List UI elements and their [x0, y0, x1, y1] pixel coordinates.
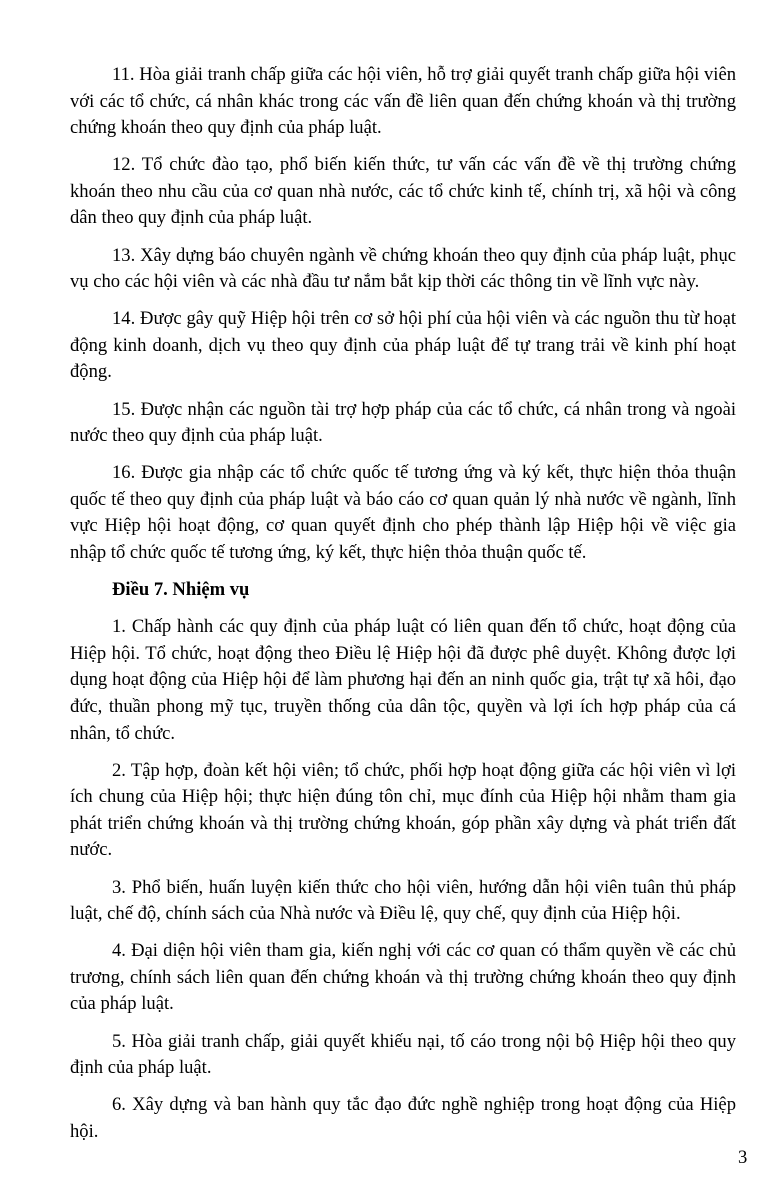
paragraph-item-16: 16. Được gia nhập các tổ chức quốc tế tương ứng và ký kết, thực hiện thỏa thuận quốc tế theo quy định của pháp luật và báo cáo cơ quan quản lý nhà nước về ngành, lĩnh vực Hiệp hội hoạt động, cơ quan quyết định cho phép thành lập Hiệp hội về việc gia nhập tổ chức quốc tế tương ứng, ký kết, thực hiện thỏa thuận quốc tế. — [70, 462, 736, 563]
section-heading-article-7: Điều 7. Nhiệm vụ — [112, 579, 250, 601]
duty-item-1: 1. Chấp hành các quy định của pháp luật có liên quan đến tổ chức, hoạt động của Hiệp hội. Tổ chức, hoạt động theo Điều lệ Hiệp hội đã được phê duyệt. Không được lợi dụng hoạt động của Hiệp hội để làm phương hại đến an ninh quốc gia, trật tự xã hôi, đạo đức, thuần phong mỹ tục, truyền thống của dân tộc, quyền và lợi ích hợp pháp của cá nhân, tổ chức. — [70, 616, 736, 744]
paragraph-item-15: 15. Được nhận các nguồn tài trợ hợp pháp của các tổ chức, cá nhân trong và ngoài nước theo quy định của pháp luật. — [70, 398, 736, 447]
paragraph-item-14: 14. Được gây quỹ Hiệp hội trên cơ sở hội phí của hội viên và các nguồn thu từ hoạt động kinh doanh, dịch vụ theo quy định của pháp luật để tự trang trải về kinh phí hoạt động. — [70, 308, 736, 383]
paragraph-item-12: 12. Tổ chức đào tạo, phổ biến kiến thức, tư vấn các vấn đề về thị trường chứng khoán theo nhu cầu của cơ quan nhà nước, các tổ chức kinh tế, chính trị, xã hội và công dân theo quy định của pháp luật. — [70, 154, 736, 229]
duty-item-4: 4. Đại diện hội viên tham gia, kiến nghị với các cơ quan có thẩm quyền về các chủ trương, chính sách liên quan đến chứng khoán và thị trường chứng khoán theo quy định của pháp luật. — [70, 940, 736, 1015]
document-body — [70, 62, 736, 1156]
duty-item-6: 6. Xây dựng và ban hành quy tắc đạo đức nghề nghiệp trong hoạt động của Hiệp hội. — [70, 1094, 736, 1142]
paragraph-item-11: 11. Hòa giải tranh chấp giữa các hội viên, hỗ trợ giải quyết tranh chấp giữa hội viên với các tổ chức, cá nhân khác trong các vấn đề liên quan đến chứng khoán và thị trường chứng khoán theo quy định của pháp luật. — [70, 64, 736, 139]
duty-item-5: 5. Hòa giải tranh chấp, giải quyết khiếu nại, tố cáo trong nội bộ Hiệp hội theo quy định của pháp luật. — [70, 1030, 736, 1079]
duty-item-3: 3. Phổ biến, huấn luyện kiến thức cho hội viên, hướng dẫn hội viên tuân thủ pháp luật, chế độ, chính sách của Nhà nước và Điều lệ, quy chế, quy định của Hiệp hội. — [70, 876, 736, 925]
page-number: 3 — [738, 1147, 748, 1168]
paragraph-item-13: 13. Xây dựng báo chuyên ngành về chứng khoán theo quy định của pháp luật, phục vụ cho các hội viên và các nhà đầu tư nắm bắt kịp thời các thông tin về lĩnh vực này. — [70, 244, 736, 293]
duty-item-2: 2. Tập hợp, đoàn kết hội viên; tổ chức, phối hợp hoạt động giữa các hội viên vì lợi ích chung của Hiệp hội; thực hiện đúng tôn chỉ, mục đính của Hiệp hội nhằm tham gia phát triển chứng khoán và thị trường chứng khoán, góp phần xây dựng và phát triển đất nước. — [70, 759, 736, 861]
